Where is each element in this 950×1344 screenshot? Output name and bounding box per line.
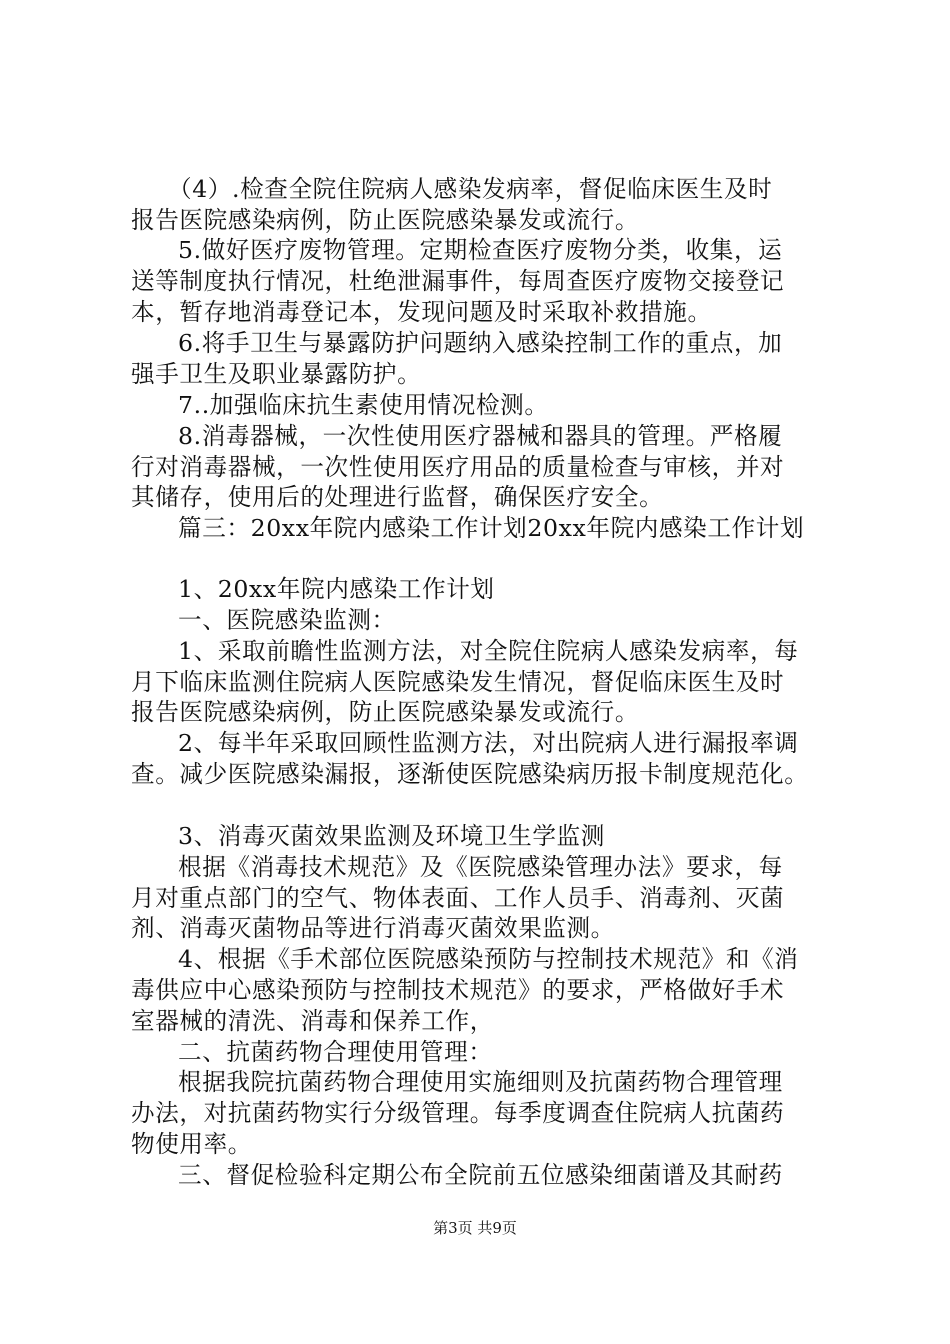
text-line: 根据《消毒技术规范》及《医院感染管理办法》要求，每 [178, 853, 783, 881]
text-line: 剂、消毒灭菌物品等进行消毒灭菌效果监测。 [131, 914, 615, 942]
text-line: 送等制度执行情况，杜绝泄漏事件，每周查医疗废物交接登记 [131, 267, 785, 295]
subsection-heading: 一、医院感染监测： [178, 606, 396, 634]
subsection-heading: 三、督促检验科定期公布全院前五位感染细菌谱及其耐药 [178, 1161, 783, 1189]
text-line: 8.消毒器械，一次性使用医疗器械和器具的管理。严格履 [178, 422, 783, 450]
text-line: 报告医院感染病例，防止医院感染暴发或流行。 [131, 698, 640, 726]
text-line: 根据我院抗菌药物合理使用实施细则及抗菌药物合理管理 [178, 1068, 783, 1096]
text-line: 办法，对抗菌药物实行分级管理。每季度调查住院病人抗菌药 [131, 1099, 785, 1127]
text-line: 行对消毒器械，一次性使用医疗用品的质量检查与审核，并对 [131, 453, 785, 481]
text-line: 本，暂存地消毒登记本，发现问题及时采取补救措施。 [131, 298, 712, 326]
text-line: 1、采取前瞻性监测方法，对全院住院病人感染发病率，每 [178, 637, 799, 665]
text-line: 2、每半年采取回顾性监测方法，对出院病人进行漏报率调 [178, 729, 799, 757]
text-line: 5.做好医疗废物管理。定期检查医疗废物分类，收集，运 [178, 236, 783, 264]
text-line: 月对重点部门的空气、物体表面、工作人员手、消毒剂、灭菌 [131, 884, 785, 912]
text-line: 毒供应中心感染预防与控制技术规范》的要求，严格做好手术 [131, 976, 785, 1004]
text-line: 7..加强临床抗生素使用情况检测。 [178, 391, 549, 419]
text-line: 其储存，使用后的处理进行监督，确保医疗安全。 [131, 483, 664, 511]
subsection-heading: 二、抗菌药物合理使用管理： [178, 1038, 493, 1066]
text-line: 物使用率。 [131, 1130, 252, 1158]
page-footer: 第3页 共9页 [433, 1219, 517, 1237]
text-line: （4）.检查全院住院病人感染发病率，督促临床医生及时 [168, 175, 773, 203]
subsection-heading: 1、20xx年院内感染工作计划 [178, 575, 495, 603]
text-line: 6.将手卫生与暴露防护问题纳入感染控制工作的重点，加 [178, 329, 783, 357]
text-line: 强手卫生及职业暴露防护。 [131, 360, 422, 388]
subsection-heading: 3、消毒灭菌效果监测及环境卫生学监测 [178, 822, 605, 850]
section-heading: 篇三：20xx年院内感染工作计划20xx年院内感染工作计划 [178, 514, 805, 542]
text-line: 报告医院感染病例，防止医院感染暴发或流行。 [131, 206, 640, 234]
text-line: 查。减少医院感染漏报，逐渐使医院感染病历报卡制度规范化。 [131, 760, 809, 788]
text-line: 室器械的清洗、消毒和保养工作， [131, 1007, 494, 1035]
text-line: 月下临床监测住院病人医院感染发生情况，督促临床医生及时 [131, 668, 785, 696]
text-line: 4、根据《手术部位医院感染预防与控制技术规范》和《消 [178, 945, 799, 973]
